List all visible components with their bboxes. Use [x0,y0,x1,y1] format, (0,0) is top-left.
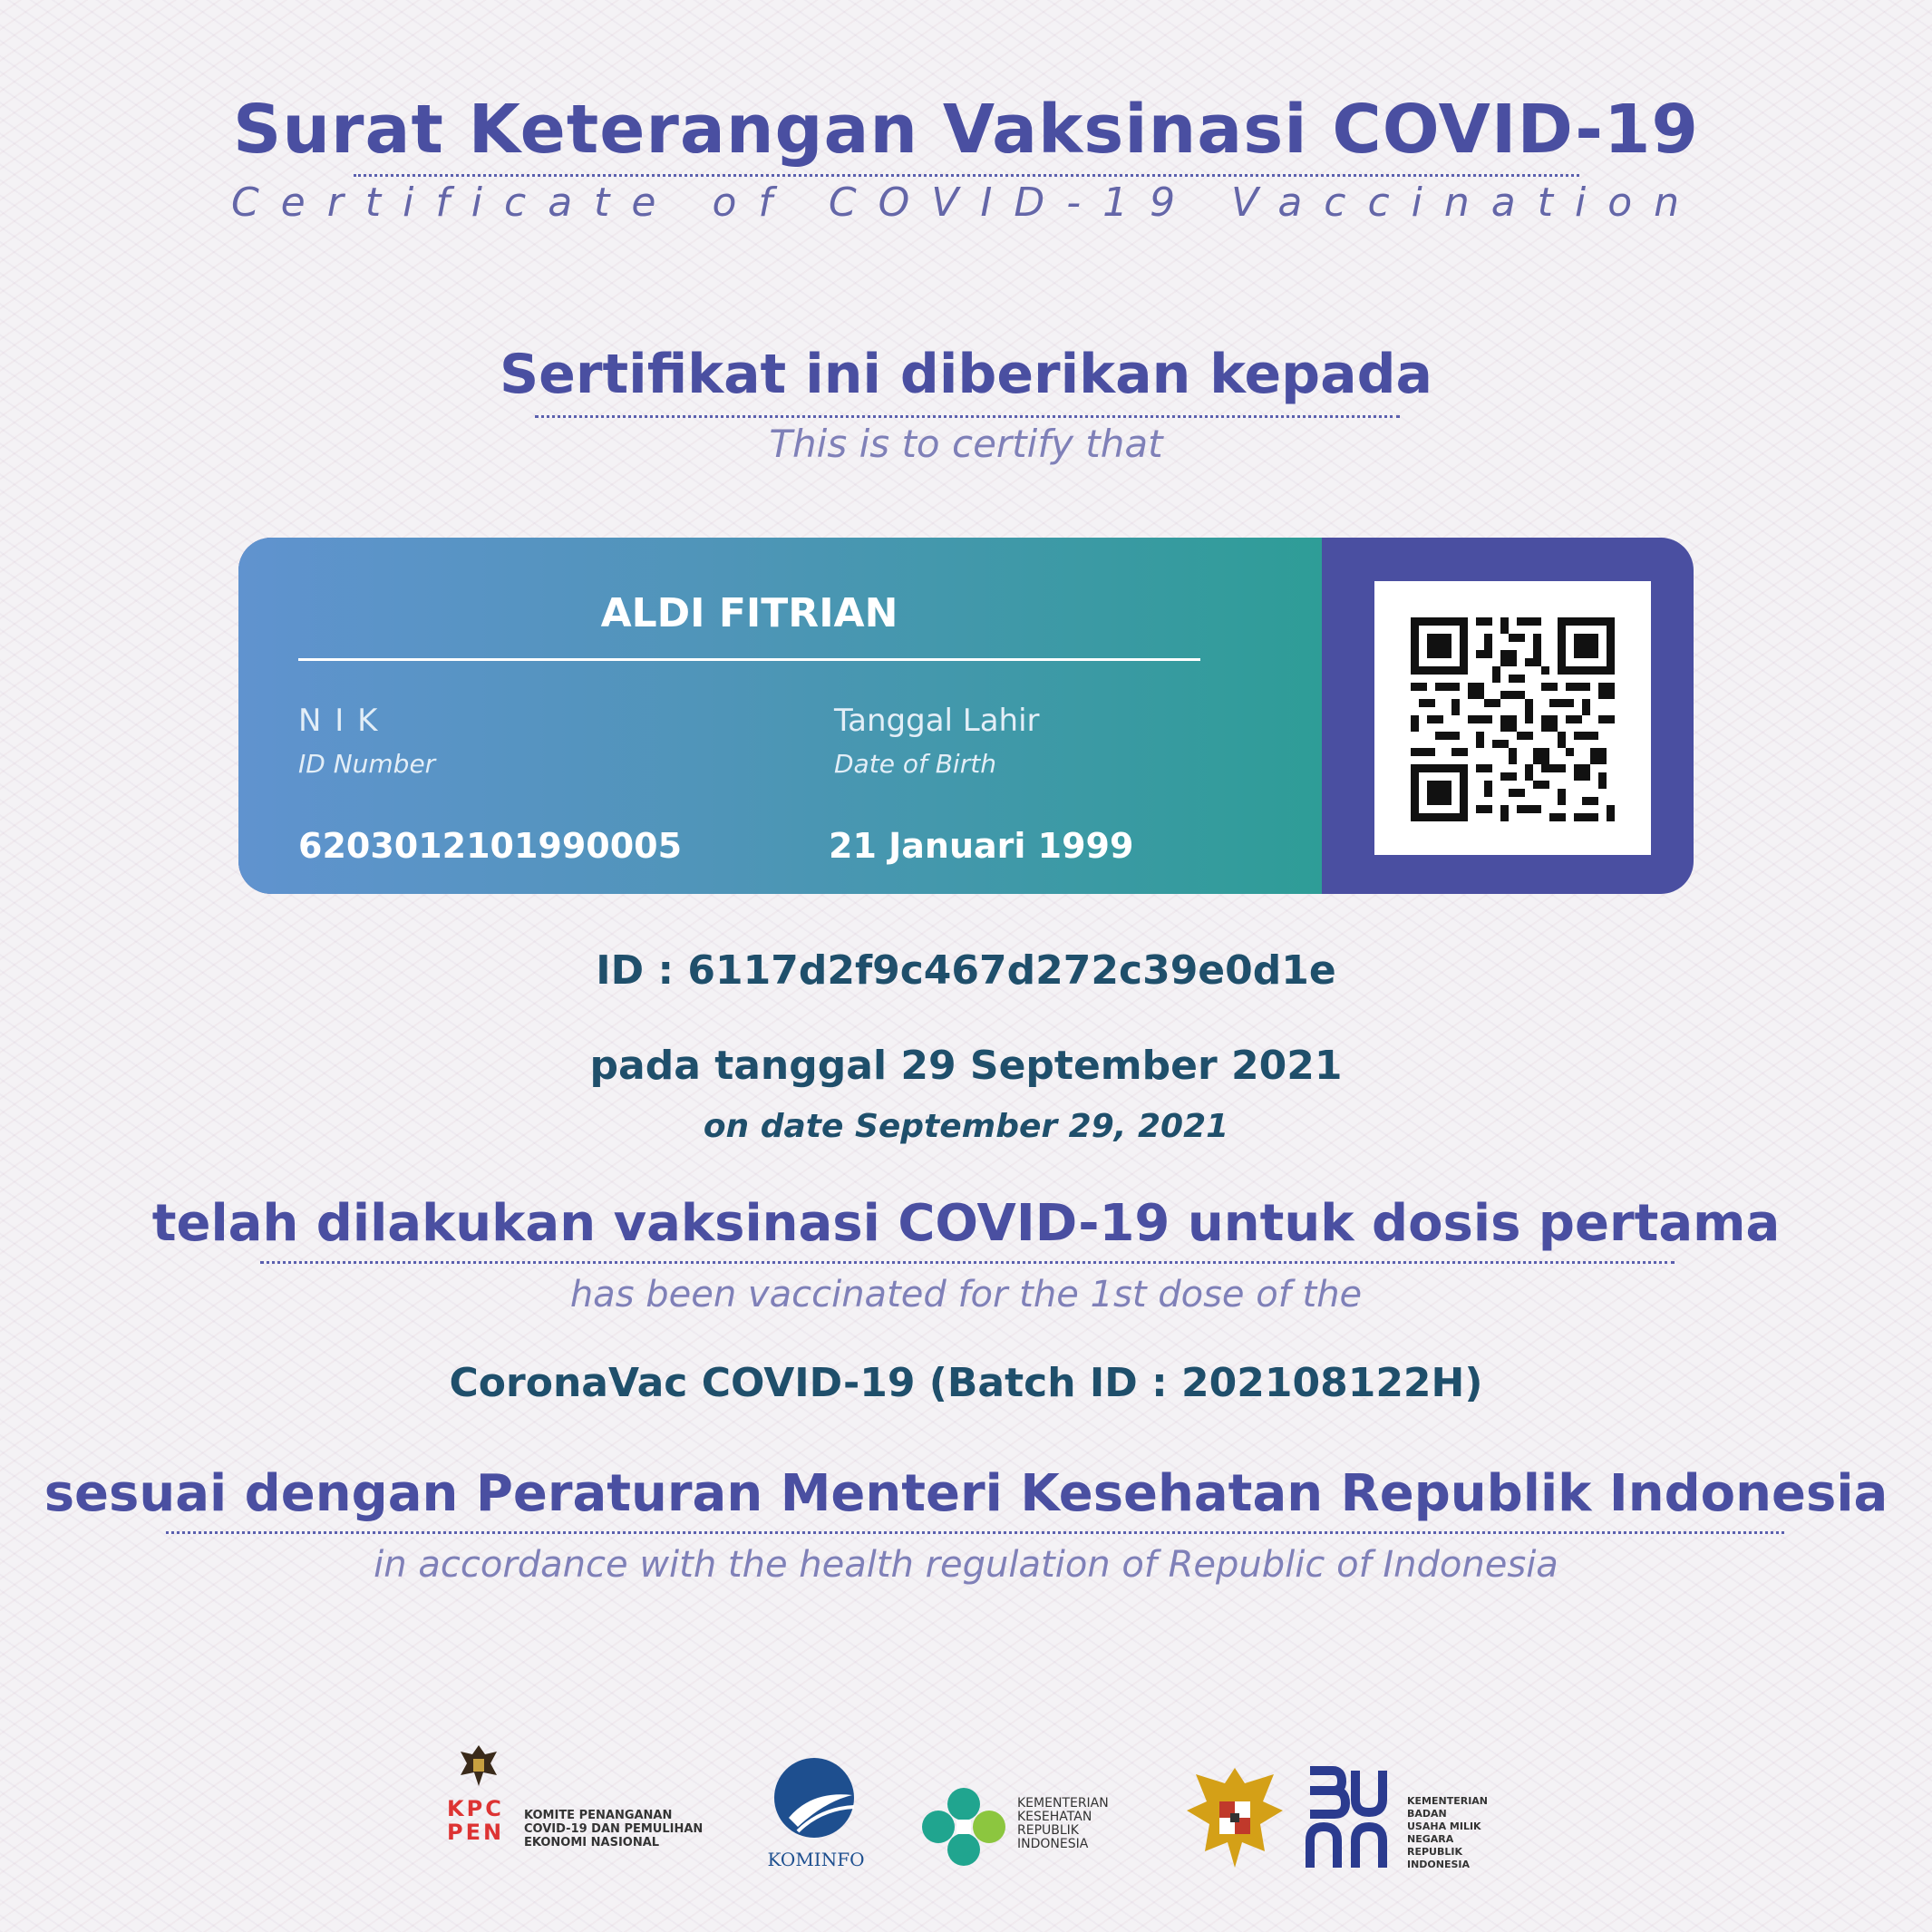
kpcpen-mark: KPC PEN [447,1796,505,1845]
name-divider [298,658,1200,661]
regulation-divider [166,1531,1784,1534]
certify-heading: Sertifikat ini diberikan kepada [499,343,1433,406]
nik-label: N I K [298,703,380,739]
holder-card [238,538,1694,894]
holder-info-panel [238,538,1322,894]
vaccination-statement: telah dilakukan vaksinasi COVID-19 untuk dosis pertama [151,1194,1781,1253]
dob-sublabel: Date of Birth [834,749,996,779]
qr-code-icon [1411,617,1615,821]
dob-value: 21 Januari 1999 [829,826,1134,866]
kpcpen-logo [447,1741,719,1877]
regulation-statement-en: in accordance with the health regulation of Republic of Indonesia [374,1544,1558,1586]
garuda-small-icon [456,1741,501,1791]
dob-label: Tanggal Lahir [834,703,1040,739]
bumn-icon [1306,1763,1396,1872]
page-title: Surat Keterangan Vaksinasi COVID-19 [233,91,1699,169]
certify-heading-en: This is to certify that [769,422,1163,466]
nik-sublabel: ID Number [298,749,436,779]
bumn-logo [1306,1763,1487,1872]
regulation-statement: sesuai dengan Peraturan Menteri Kesehatan Republik Indonesia [44,1464,1888,1523]
vaccination-date: pada tanggal 29 September 2021 [589,1043,1343,1089]
vaccine-batch: CoronaVac COVID-19 (Batch ID : 202108122H) [449,1360,1483,1406]
vaccination-date-en: on date September 29, 2021 [703,1108,1229,1145]
kominfo-text: KOMINFO [767,1849,865,1870]
vaccination-statement-en: has been vaccinated for the 1st dose of the [569,1274,1363,1316]
nik-value: 6203012101990005 [298,826,683,866]
kominfo-icon [771,1754,861,1840]
kpcpen-text: KOMITE PENANGANAN COVID-19 DAN PEMULIHAN EKONOMI NASIONAL [524,1809,704,1849]
bumn-text: KEMENTERIAN BADAN USAHA MILIK NEGARA REPUBLIK INDONESIA [1407,1795,1489,1870]
kominfo-logo [762,1754,870,1877]
qr-code-box [1374,581,1651,855]
kemenkes-text: KEMENTERIAN KESEHATAN REPUBLIK INDONESIA [1017,1796,1109,1851]
kemenkes-logo [920,1786,1129,1868]
page-subtitle: Certificate of COVID-19 Vaccination [230,180,1702,226]
holder-name: ALDI FITRIAN [600,590,898,636]
certificate-id: ID : 6117d2f9c467d272c39e0d1e [596,947,1336,994]
garuda-pancasila-logo [1183,1761,1287,1874]
vaccination-divider [260,1261,1675,1264]
kemenkes-icon [920,1786,1006,1868]
title-divider [354,174,1579,177]
garuda-pancasila-icon [1183,1761,1287,1874]
certify-divider [535,415,1400,418]
